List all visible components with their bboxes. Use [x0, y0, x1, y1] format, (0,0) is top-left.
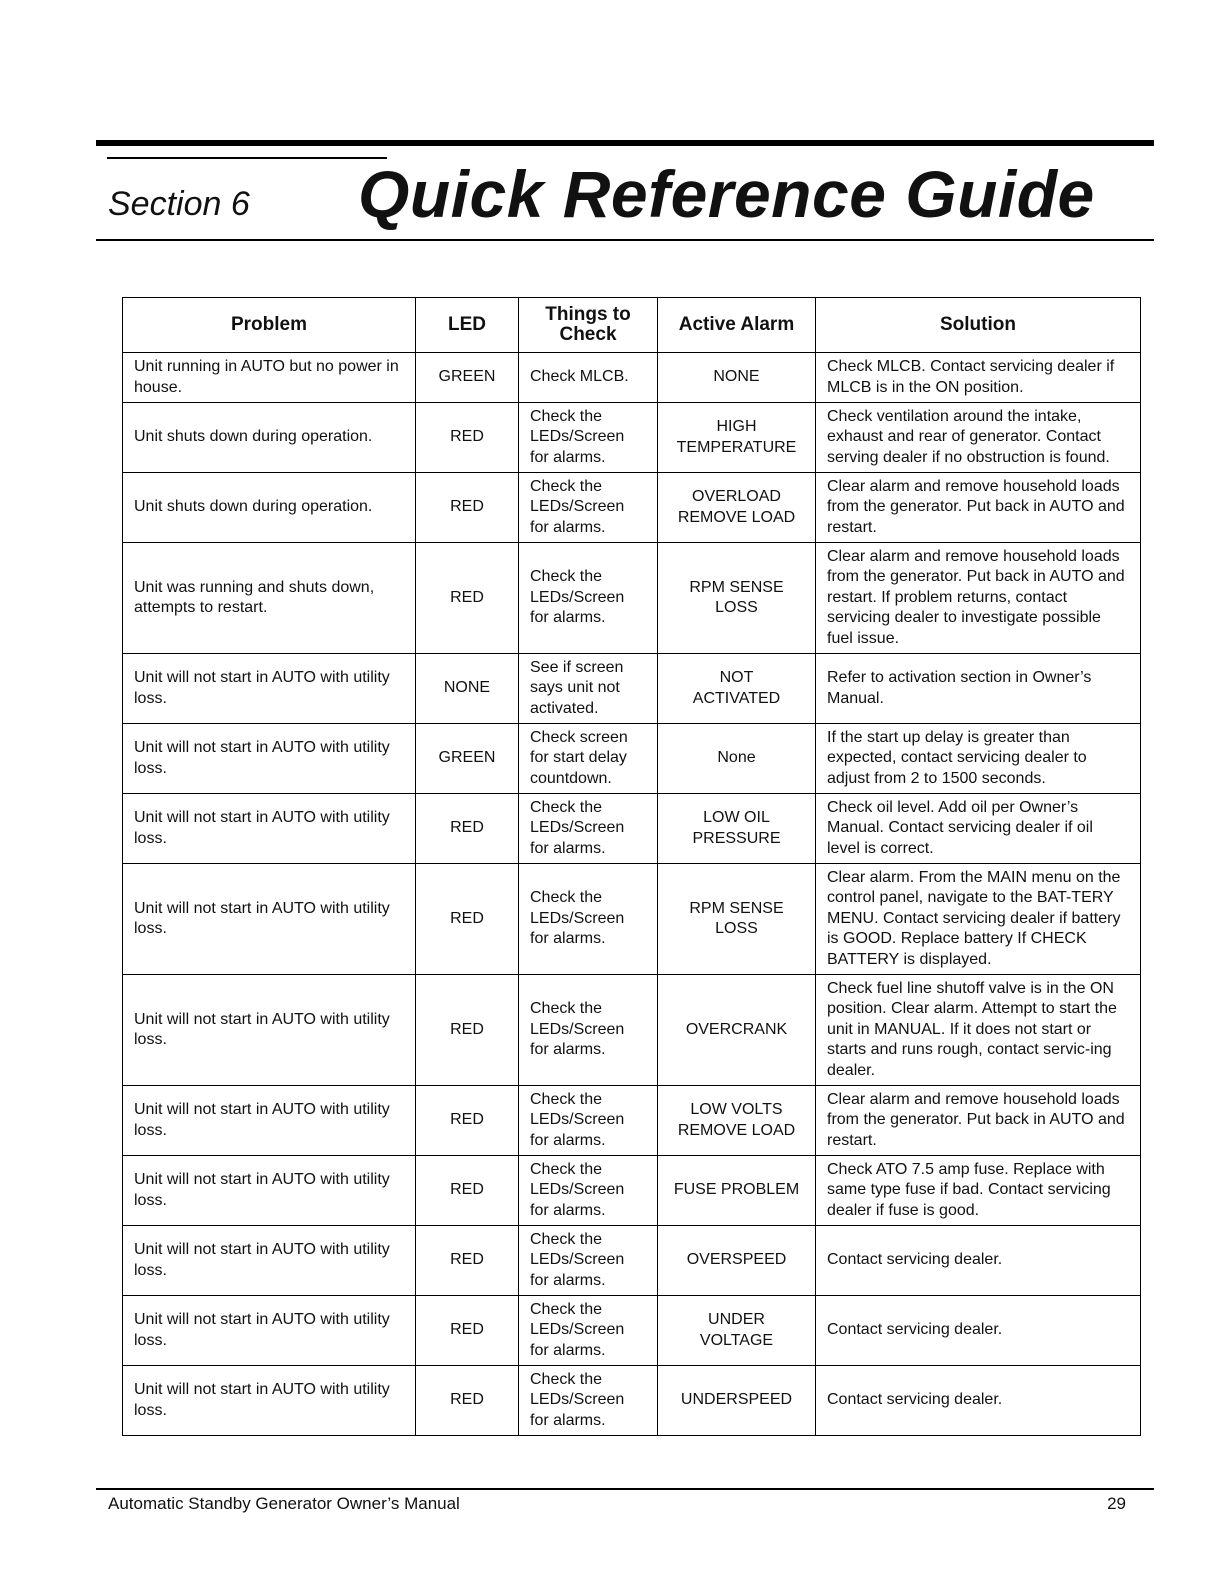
- things-to-check-cell: See if screen says unit not activated.: [519, 654, 658, 724]
- table-row: [123, 794, 1141, 864]
- problem-cell: Unit will not start in AUTO with utility loss.: [123, 724, 416, 794]
- led-cell: RED: [416, 975, 519, 1086]
- table-row: [123, 724, 1141, 794]
- top-rule: [96, 140, 1154, 146]
- solution-cell: Contact servicing dealer.: [816, 1226, 1141, 1296]
- solution-cell: Check ventilation around the intake, exhaust and rear of generator. Contact serving dealer if no obstruction is found.: [816, 403, 1141, 473]
- table-row: [123, 654, 1141, 724]
- solution-cell: Contact servicing dealer.: [816, 1296, 1141, 1366]
- table-row: [123, 473, 1141, 543]
- active-alarm-cell: LOW OIL PRESSURE: [658, 794, 816, 864]
- active-alarm-cell: RPM SENSE LOSS: [658, 864, 816, 975]
- led-cell: RED: [416, 543, 519, 654]
- led-cell: RED: [416, 1086, 519, 1156]
- problem-cell: Unit will not start in AUTO with utility loss.: [123, 1226, 416, 1296]
- title-underline: [96, 239, 1154, 241]
- things-to-check-cell: Check the LEDs/Screen for alarms.: [519, 1086, 658, 1156]
- led-cell: RED: [416, 794, 519, 864]
- things-to-check-cell: Check the LEDs/Screen for alarms.: [519, 1296, 658, 1366]
- problem-cell: Unit shuts down during operation.: [123, 403, 416, 473]
- column-header-things-to-check: Things to Check: [519, 298, 658, 353]
- problem-cell: Unit will not start in AUTO with utility loss.: [123, 794, 416, 864]
- active-alarm-cell: LOW VOLTS REMOVE LOAD: [658, 1086, 816, 1156]
- table-row: [123, 353, 1141, 403]
- things-to-check-cell: Check the LEDs/Screen for alarms.: [519, 1156, 658, 1226]
- things-to-check-cell: Check the LEDs/Screen for alarms.: [519, 473, 658, 543]
- things-to-check-cell: Check the LEDs/Screen for alarms.: [519, 1366, 658, 1436]
- problem-cell: Unit will not start in AUTO with utility loss.: [123, 654, 416, 724]
- things-to-check-cell: Check the LEDs/Screen for alarms.: [519, 403, 658, 473]
- solution-cell: Clear alarm and remove household loads from the generator. Put back in AUTO and restart.: [816, 1086, 1141, 1156]
- active-alarm-cell: HIGH TEMPERATURE: [658, 403, 816, 473]
- led-cell: GREEN: [416, 724, 519, 794]
- table-row: [123, 1366, 1141, 1436]
- active-alarm-cell: UNDER VOLTAGE: [658, 1296, 816, 1366]
- footer-rule: [96, 1488, 1154, 1490]
- things-to-check-cell: Check MLCB.: [519, 353, 658, 403]
- section-label: Section 6: [108, 185, 250, 223]
- section-rule: [107, 157, 387, 159]
- things-to-check-cell: Check the LEDs/Screen for alarms.: [519, 1226, 658, 1296]
- footer-manual-title: Automatic Standby Generator Owner’s Manual: [108, 1494, 460, 1513]
- things-to-check-cell: Check screen for start delay countdown.: [519, 724, 658, 794]
- led-cell: NONE: [416, 654, 519, 724]
- solution-cell: Check MLCB. Contact servicing dealer if MLCB is in the ON position.: [816, 353, 1141, 403]
- solution-cell: Clear alarm. From the MAIN menu on the control panel, navigate to the BAT-TERY MENU. Contact servicing dealer if battery is GOOD. Replace battery If CHECK BATTERY is displayed.: [816, 864, 1141, 975]
- problem-cell: Unit will not start in AUTO with utility loss.: [123, 1086, 416, 1156]
- things-to-check-cell: Check the LEDs/Screen for alarms.: [519, 975, 658, 1086]
- solution-cell: Check ATO 7.5 amp fuse. Replace with same type fuse if bad. Contact servicing dealer if fuse is good.: [816, 1156, 1141, 1226]
- things-to-check-cell: Check the LEDs/Screen for alarms.: [519, 864, 658, 975]
- led-cell: GREEN: [416, 353, 519, 403]
- active-alarm-cell: FUSE PROBLEM: [658, 1156, 816, 1226]
- table-row: [123, 1086, 1141, 1156]
- active-alarm-cell: NONE: [658, 353, 816, 403]
- problem-cell: Unit was running and shuts down, attempts to restart.: [123, 543, 416, 654]
- problem-cell: Unit will not start in AUTO with utility loss.: [123, 1156, 416, 1226]
- problem-cell: Unit will not start in AUTO with utility loss.: [123, 1296, 416, 1366]
- solution-cell: If the start up delay is greater than expected, contact servicing dealer to adjust from 2 to 1500 seconds.: [816, 724, 1141, 794]
- problem-cell: Unit shuts down during operation.: [123, 473, 416, 543]
- table-row: [123, 1296, 1141, 1366]
- active-alarm-cell: None: [658, 724, 816, 794]
- led-cell: RED: [416, 1296, 519, 1366]
- column-header-solution: Solution: [816, 298, 1141, 353]
- led-cell: RED: [416, 1156, 519, 1226]
- solution-cell: Clear alarm and remove household loads from the generator. Put back in AUTO and restart. If problem returns, contact servicing dealer to investigate possible fuel issue.: [816, 543, 1141, 654]
- things-to-check-cell: Check the LEDs/Screen for alarms.: [519, 794, 658, 864]
- table-row: [123, 543, 1141, 654]
- active-alarm-cell: OVERLOAD REMOVE LOAD: [658, 473, 816, 543]
- led-cell: RED: [416, 864, 519, 975]
- problem-cell: Unit will not start in AUTO with utility loss.: [123, 975, 416, 1086]
- table-row: [123, 864, 1141, 975]
- led-cell: RED: [416, 403, 519, 473]
- solution-cell: Contact servicing dealer.: [816, 1366, 1141, 1436]
- active-alarm-cell: UNDERSPEED: [658, 1366, 816, 1436]
- solution-cell: Check fuel line shutoff valve is in the ON position. Clear alarm. Attempt to start the unit in MANUAL. If it does not start or starts and runs rough, contact servic-ing dealer.: [816, 975, 1141, 1086]
- led-cell: RED: [416, 1366, 519, 1436]
- active-alarm-cell: OVERCRANK: [658, 975, 816, 1086]
- table-row: [123, 403, 1141, 473]
- active-alarm-cell: OVERSPEED: [658, 1226, 816, 1296]
- solution-cell: Clear alarm and remove household loads from the generator. Put back in AUTO and restart.: [816, 473, 1141, 543]
- problem-cell: Unit will not start in AUTO with utility loss.: [123, 864, 416, 975]
- solution-cell: Check oil level. Add oil per Owner’s Manual. Contact servicing dealer if oil level is correct.: [816, 794, 1141, 864]
- active-alarm-cell: RPM SENSE LOSS: [658, 543, 816, 654]
- problem-cell: Unit will not start in AUTO with utility loss.: [123, 1366, 416, 1436]
- active-alarm-cell: NOT ACTIVATED: [658, 654, 816, 724]
- things-to-check-cell: Check the LEDs/Screen for alarms.: [519, 543, 658, 654]
- page-number: 29: [1107, 1494, 1126, 1513]
- led-cell: RED: [416, 473, 519, 543]
- led-cell: RED: [416, 1226, 519, 1296]
- table-row: [123, 1226, 1141, 1296]
- quick-reference-table: [122, 297, 1141, 1436]
- column-header-active-alarm: Active Alarm: [658, 298, 816, 353]
- column-header-led: LED: [416, 298, 519, 353]
- solution-cell: Refer to activation section in Owner’s Manual.: [816, 654, 1141, 724]
- column-header-problem: Problem: [123, 298, 416, 353]
- table-row: [123, 1156, 1141, 1226]
- page-title: Quick Reference Guide: [358, 157, 1095, 231]
- problem-cell: Unit running in AUTO but no power in house.: [123, 353, 416, 403]
- table-row: [123, 975, 1141, 1086]
- table-header-row: [123, 298, 1141, 353]
